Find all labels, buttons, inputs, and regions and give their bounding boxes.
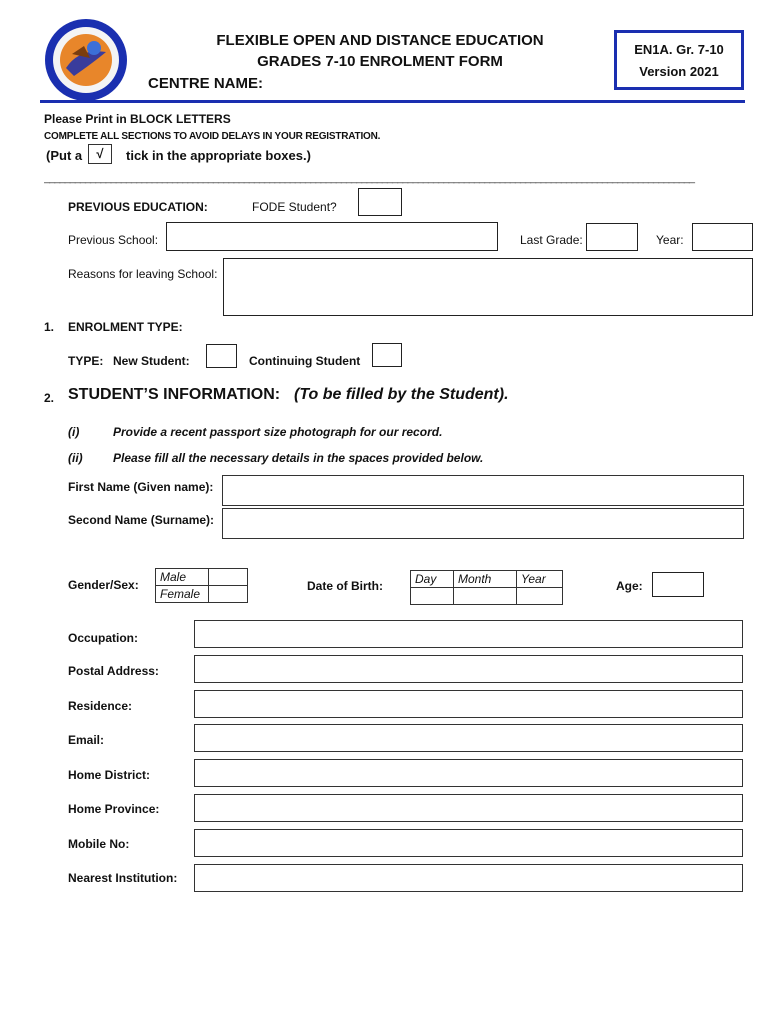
previous-education-heading: PREVIOUS EDUCATION:: [68, 200, 208, 214]
fode-student-label: FODE Student?: [252, 200, 337, 214]
form-code-box: [614, 30, 744, 90]
complete-sections-note: COMPLETE ALL SECTIONS TO AVOID DELAYS IN YOUR REGISTRATION.: [44, 131, 381, 142]
postal-address-label: Postal Address:: [68, 664, 159, 678]
home-province-label: Home Province:: [68, 802, 160, 816]
year-field[interactable]: [692, 223, 753, 251]
new-student-label: New Student:: [113, 354, 190, 368]
section-divider: _______________________________________________________________________________________________________________________________: [44, 172, 694, 184]
section-2-number: 2.: [44, 391, 55, 405]
photo-instruction: Provide a recent passport size photograph for our record.: [113, 425, 443, 439]
student-info-heading: STUDENT’S INFORMATION:: [68, 386, 281, 403]
header-divider: [40, 100, 745, 103]
gender-options-table: [155, 568, 248, 603]
gender-female-checkbox[interactable]: [209, 586, 248, 603]
mobile-label: Mobile No:: [68, 837, 130, 851]
last-grade-field[interactable]: [586, 223, 638, 251]
tick-example-box: [88, 144, 112, 164]
details-instruction: Please fill all the necessary details in the spaces provided below.: [113, 451, 484, 465]
fode-student-checkbox[interactable]: [358, 188, 402, 216]
occupation-label: Occupation:: [68, 631, 139, 645]
email-field[interactable]: [194, 724, 743, 752]
form-subtitle: GRADES 7-10 ENROLMENT FORM: [257, 53, 503, 70]
fode-logo: [44, 18, 128, 102]
first-name-field[interactable]: [222, 475, 744, 506]
home-province-field[interactable]: [194, 794, 743, 822]
continuing-student-checkbox[interactable]: [372, 343, 402, 367]
second-name-label: Second Name (Surname):: [68, 513, 215, 527]
dob-year-header: Year: [517, 571, 563, 588]
dob-year-field[interactable]: [517, 588, 563, 605]
occupation-field[interactable]: [194, 620, 743, 648]
residence-field[interactable]: [194, 690, 743, 718]
form-code: EN1A. Gr. 7-10: [634, 42, 724, 57]
logo-emblem-icon: [44, 18, 128, 102]
centre-name-label: CENTRE NAME:: [148, 75, 263, 92]
form-version: Version 2021: [639, 64, 719, 79]
type-label: TYPE:: [68, 354, 104, 368]
mobile-field[interactable]: [194, 829, 743, 857]
tick-instruction-prefix: (Put a: [46, 148, 83, 163]
enrolment-type-heading: ENROLMENT TYPE:: [68, 320, 183, 334]
tick-symbol: √: [96, 146, 104, 161]
home-district-label: Home District:: [68, 768, 151, 782]
dob-month-field[interactable]: [454, 588, 517, 605]
previous-school-field[interactable]: [166, 222, 498, 251]
postal-address-field[interactable]: [194, 655, 743, 683]
residence-label: Residence:: [68, 699, 133, 713]
email-label: Email:: [68, 733, 105, 747]
reasons-field[interactable]: [223, 258, 753, 316]
gender-female-label: Female: [156, 586, 209, 603]
age-field[interactable]: [652, 572, 704, 597]
gender-male-checkbox[interactable]: [209, 569, 248, 586]
first-name-label: First Name (Given name):: [68, 480, 214, 494]
dob-label: Date of Birth:: [307, 579, 383, 593]
year-label: Year:: [656, 233, 684, 247]
dob-table: [410, 570, 563, 605]
tick-instruction-suffix: tick in the appropriate boxes.): [126, 148, 311, 163]
form-title: FLEXIBLE OPEN AND DISTANCE EDUCATION: [216, 32, 544, 49]
previous-school-label: Previous School:: [68, 233, 159, 247]
section-1-number: 1.: [44, 320, 55, 334]
dob-day-header: Day: [411, 571, 454, 588]
item-ii-marker: (ii): [68, 451, 83, 465]
last-grade-label: Last Grade:: [520, 233, 583, 247]
reasons-label: Reasons for leaving School:: [68, 267, 218, 281]
block-letters-note: Please Print in BLOCK LETTERS: [44, 112, 231, 126]
continuing-student-label: Continuing Student: [249, 354, 361, 368]
age-label: Age:: [616, 579, 643, 593]
new-student-checkbox[interactable]: [206, 344, 237, 368]
dob-day-field[interactable]: [411, 588, 454, 605]
student-info-subheading: (To be filled by the Student).: [294, 386, 509, 403]
gender-male-label: Male: [156, 569, 209, 586]
home-district-field[interactable]: [194, 759, 743, 787]
item-i-marker: (i): [68, 425, 80, 439]
gender-label: Gender/Sex:: [68, 578, 139, 592]
second-name-field[interactable]: [222, 508, 744, 539]
dob-month-header: Month: [454, 571, 517, 588]
nearest-institution-field[interactable]: [194, 864, 743, 892]
nearest-institution-label: Nearest Institution:: [68, 871, 178, 885]
